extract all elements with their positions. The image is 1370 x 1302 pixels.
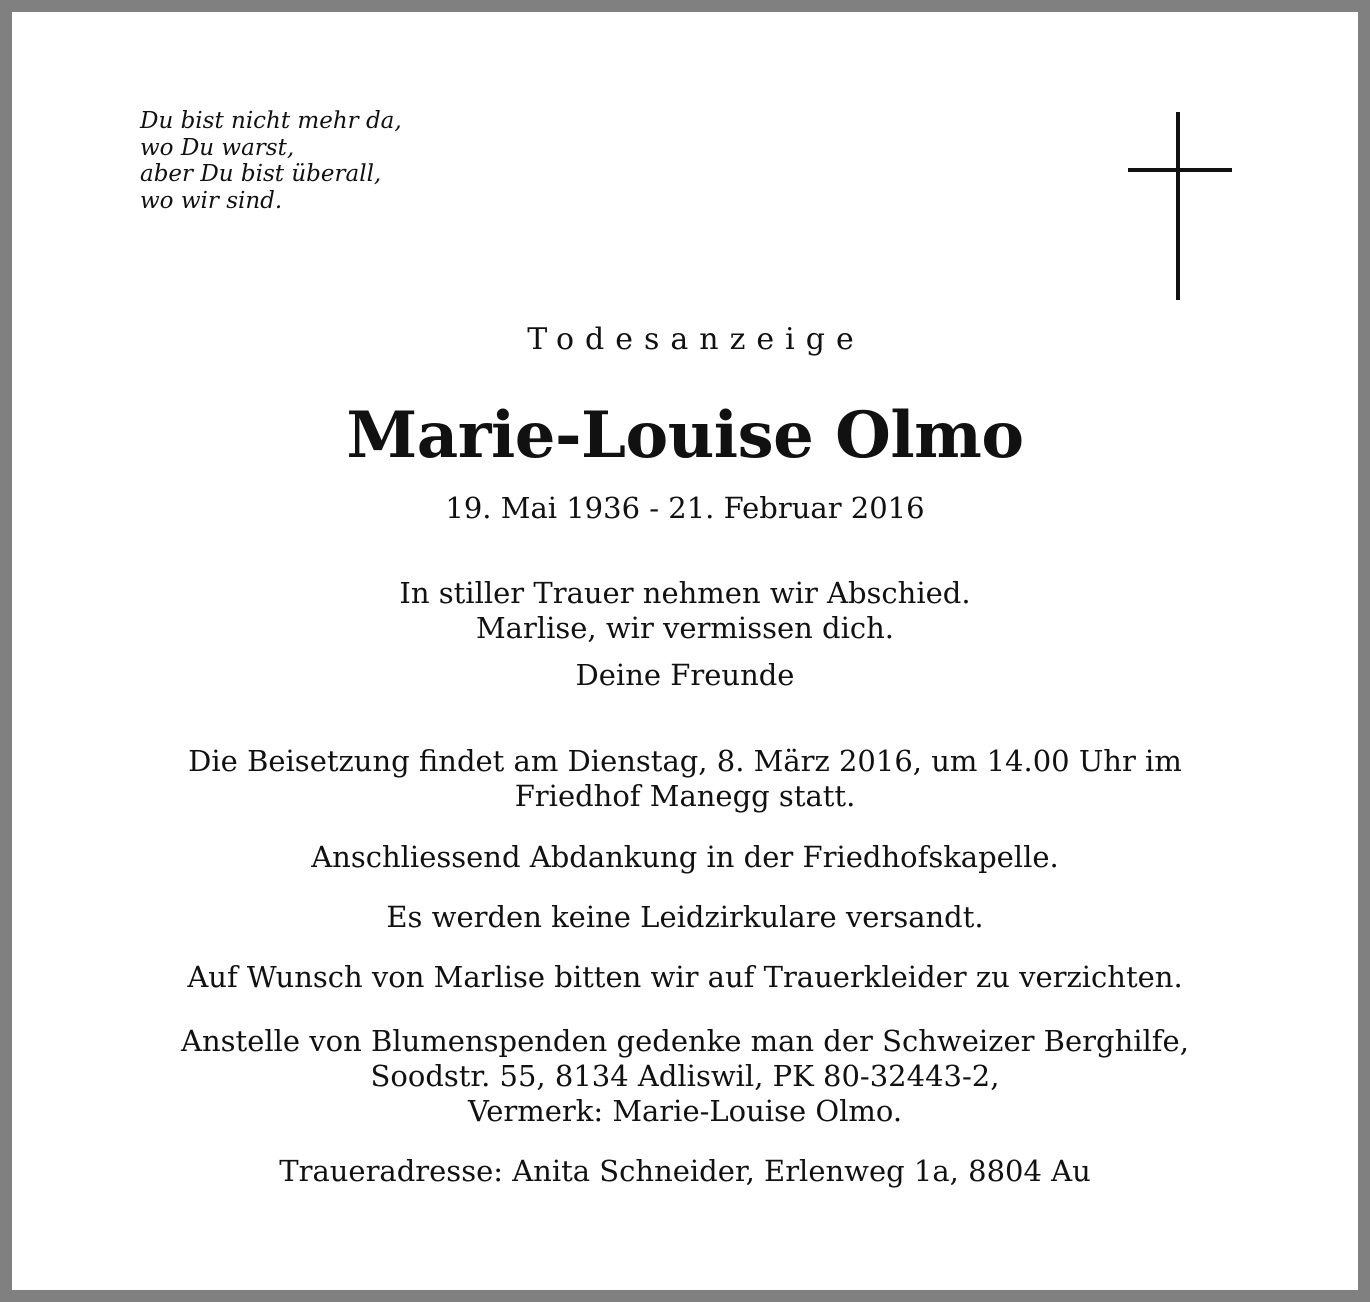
burial-line-2: Friedhof Manegg statt. <box>514 779 856 813</box>
dress-request-notice: Auf Wunsch von Marlise bitten wir auf Trauerkleider zu verzichten. <box>187 960 1183 994</box>
service-notice: Anschliessend Abdankung in der Friedhofskapelle. <box>311 840 1059 874</box>
cross-horizontal-bar <box>1128 168 1232 172</box>
burial-line-1: Die Beisetzung findet am Dienstag, 8. März 2016, um 14.00 Uhr im <box>188 744 1182 778</box>
donation-notice <box>12 1024 1358 1129</box>
poem-line-1: Du bist nicht mehr da, <box>140 108 402 134</box>
deceased-name: Marie-Louise Olmo <box>346 398 1024 473</box>
mourning-line-2: Marlise, wir vermissen dich. <box>475 611 895 645</box>
poem-line-3: aber Du bist überall, <box>140 161 382 187</box>
no-circulars-notice: Es werden keine Leidzirkulare versandt. <box>386 900 984 934</box>
cross-vertical-bar <box>1176 112 1180 300</box>
donation-line-3: Vermerk: Marie-Louise Olmo. <box>467 1094 903 1128</box>
mourning-address: Traueradresse: Anita Schneider, Erlenweg 1a, 8804 Au <box>279 1154 1091 1188</box>
cross-icon <box>1128 112 1232 300</box>
signature: Deine Freunde <box>575 658 795 692</box>
page-title: Todesanzeige <box>527 322 865 357</box>
donation-line-1: Anstelle von Blumenspenden gedenke man der Schweizer Berghilfe, <box>181 1024 1189 1058</box>
poem-line-2: wo Du warst, <box>140 134 295 161</box>
mourning-line-1: In stiller Trauer nehmen wir Abschied. <box>399 576 971 610</box>
mourning-message <box>12 576 1358 646</box>
burial-notice <box>12 744 1358 814</box>
obituary-page <box>12 12 1358 1290</box>
poem <box>140 108 402 214</box>
life-dates: 19. Mai 1936 - 21. Februar 2016 <box>445 491 925 525</box>
poem-line-4: wo wir sind. <box>140 187 283 214</box>
donation-line-2: Soodstr. 55, 8134 Adliswil, PK 80-32443-2, <box>370 1059 1000 1093</box>
